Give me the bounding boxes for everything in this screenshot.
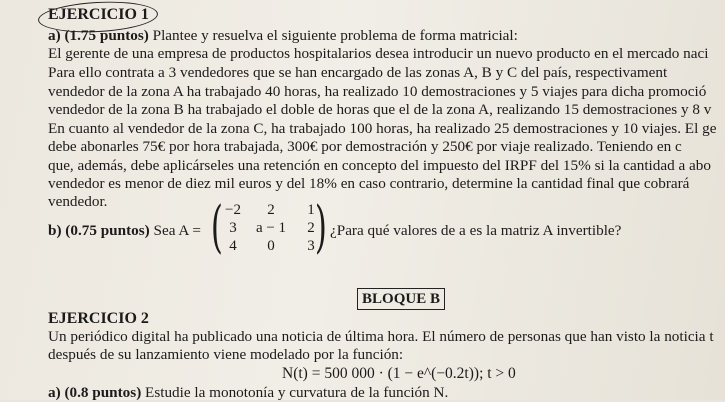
ejercicio2-part-a-text: Estudie la monotonía y curvatura de la función N. — [145, 384, 449, 401]
part-b-label: b) (0.75 puntos) — [48, 222, 150, 239]
problem-line-1: El gerente de una empresa de productos hospitalarios desea introducir un nuevo producto en el mercado naci — [48, 45, 709, 62]
part-b-lead — [48, 222, 201, 240]
matrix-cell: a − 1 — [255, 220, 287, 236]
matrix-cell: 4 — [229, 238, 237, 254]
matrix-cell: 1 — [307, 202, 315, 218]
problem-line-6: debe abonarles 75€ por hora trabajada, 300€ por demostración y 250€ por viaje realizado. Teniendo en c — [48, 138, 682, 155]
matrix-cell: 2 — [267, 202, 275, 218]
ejercicio2-part-a-label: a) (0.8 puntos) — [48, 384, 142, 401]
part-a-intro: Plantee y resuelva el siguiente problema de forma matricial: — [152, 27, 518, 44]
problem-line-7: que, además, debe aplicárseles una retención en concepto del impuesto del IRPF del 15% si la cantidad a abo — [48, 157, 711, 174]
bloque-heading: BLOQUE B — [357, 288, 445, 310]
part-b-pre: Sea A = — [153, 222, 201, 239]
matrix-right-paren: ) — [314, 195, 327, 260]
problem-line-4: vendedor de la zona B ha trabajado el doble de horas que el de la zona A, realizando 15 demostraciones y 8 v — [48, 101, 712, 118]
ejercicio2-part-a — [48, 384, 448, 402]
matrix-a — [210, 195, 327, 260]
problem-line-9: vendedor. — [48, 193, 108, 210]
ejercicio1-title: EJERCICIO 1 — [48, 6, 149, 23]
part-b-question: ¿Para qué valores de a es la matriz A invertible? — [330, 222, 622, 239]
matrix-cell: 3 — [307, 238, 315, 254]
ejercicio2-title: EJERCICIO 2 — [48, 310, 149, 327]
problem-line-3: vendedor de la zona A ha trabajado 40 horas, ha realizado 10 demostraciones y 5 viajes para dicha promoció — [48, 83, 707, 100]
matrix-cell: 2 — [307, 220, 315, 236]
problem-line-8: vendedor es menor de diez mil euros y del 18% en caso contrario, determine la cantidad final que cobrará — [48, 175, 690, 192]
ejercicio2-line-2: después de su lanzamiento viene modelado por la función: — [48, 346, 404, 363]
function-equation: N(t) = 500 000 · (1 − e^(−0.2t)); t > 0 — [282, 365, 516, 382]
matrix-left-paren: ( — [210, 195, 223, 260]
matrix-cell: −2 — [225, 202, 241, 218]
ejercicio2-line-1: Un periódico digital ha publicado una noticia de última hora. El número de personas que han visto la noticia t — [48, 328, 714, 345]
part-a-label: a) (1.75 puntos) — [48, 27, 149, 44]
matrix-cell: 3 — [229, 220, 237, 236]
problem-line-2: Para ello contrata a 3 vendedores que se han encargado de las zonas A, B y C del país, respectivament — [48, 64, 668, 81]
ejercicio1-part-a-heading — [48, 27, 518, 45]
matrix-cell: 0 — [267, 238, 275, 254]
problem-line-5: En cuanto al vendedor de la zona C, ha trabajado 100 horas, ha realizado 25 demostraciones y 10 viajes. El ge — [48, 120, 717, 137]
